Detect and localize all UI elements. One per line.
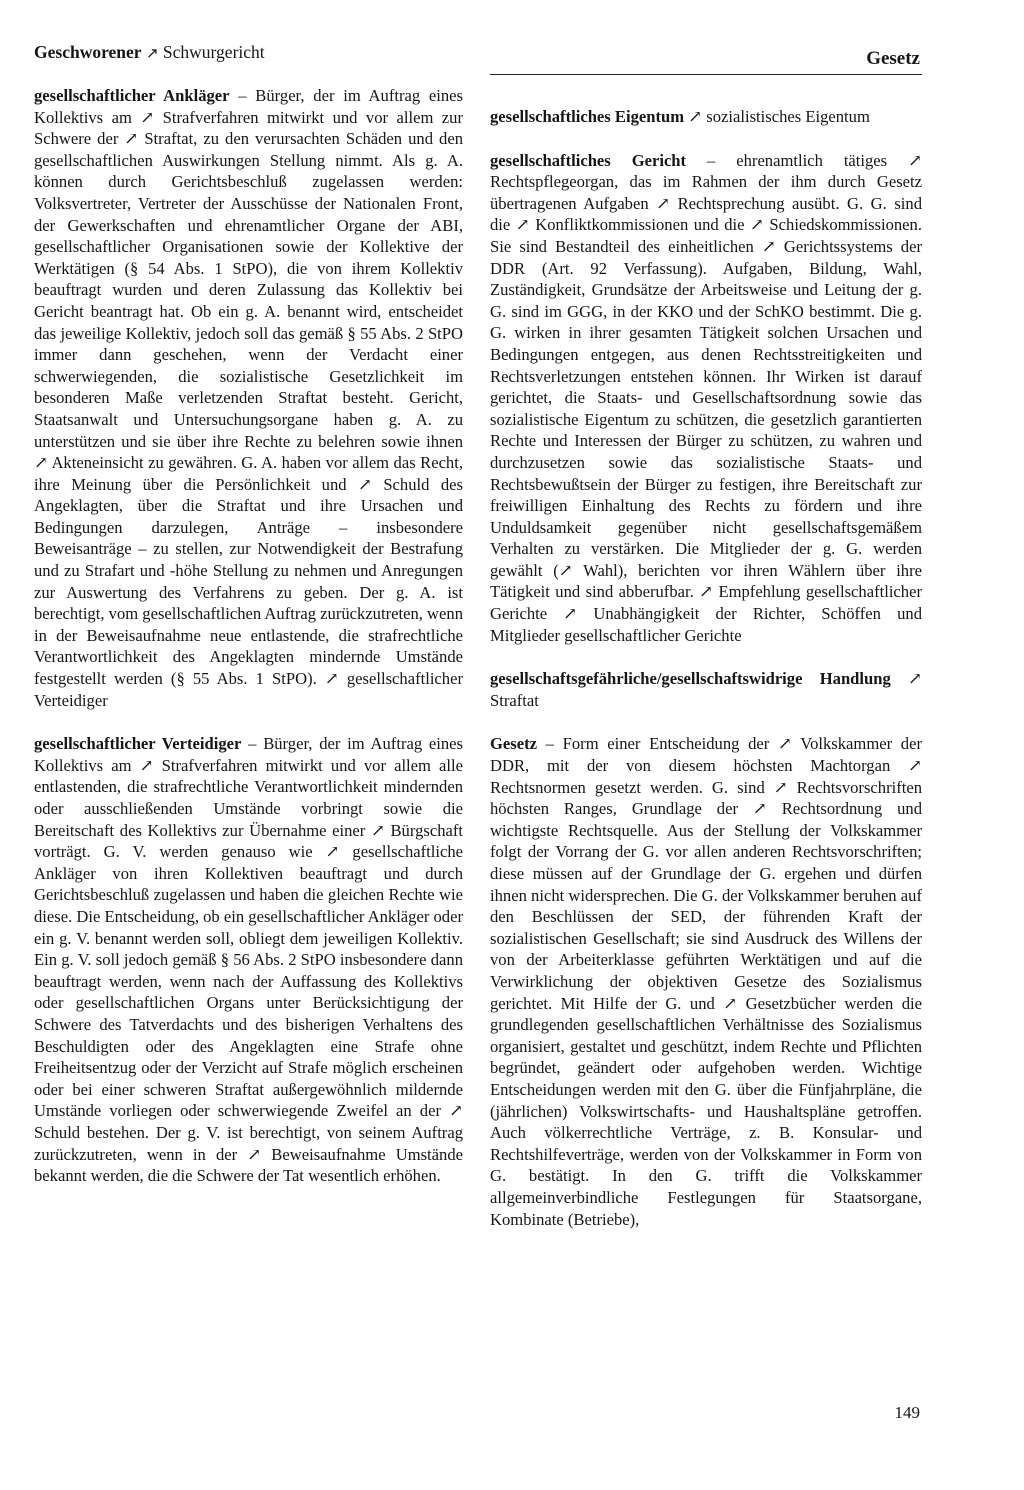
running-header-left — [34, 41, 265, 64]
header-term: Geschworener — [34, 42, 142, 62]
entry-gesellschaftliches-gericht — [490, 150, 922, 647]
right-column — [490, 106, 922, 1252]
entry-term: Gesetz — [490, 734, 537, 754]
entry-term: gesellschaftliches Gericht — [490, 150, 687, 170]
entry-text: ↗ Straftat — [490, 669, 922, 710]
entry-gesellschaftlicher-verteidiger — [34, 733, 463, 1186]
header-reference: Schwurgericht — [162, 42, 265, 62]
left-column — [34, 85, 463, 1209]
entry-gesellschaftlicher-anklaeger — [34, 85, 463, 711]
running-header-right: Gesetz — [866, 48, 920, 69]
entry-term: gesellschaftliches Eigentum — [490, 107, 685, 126]
entry-gesetz — [490, 733, 922, 1230]
entry-text: – Form einer Entscheidung der ↗ Volkskammer der DDR, mit der von diesem höchsten Machtorgan ↗ Rechtsnormen gesetzt werden. G. sind ↗ Rechtsvorschriften höchsten Ranges, Grundlage der ↗ Rechtsordnung und wichtigste Rechtsquelle. Aus der Stellung der Volkskammer folgt der Vorrang der G. vor allen anderen Rechtsvorschriften; diese müssen auf der Grundlage der G. ergehen und dürfen ihnen nicht widersprechen. Die G. der Volkskammer beruhen auf den Beschlüssen der SED, der führenden Kraft der sozialistischen Gesellschaft; sie sind Ausdruck des Willens der von der Arbeiterklasse geführten Werktätigen und auf die Verwirklichung der objektiven Gesetze des Sozialismus gerichtet. Mit Hilfe der G. und ↗ Gesetzbücher werden die grundlegenden gesellschaftlichen Verhältnisse des Sozialismus organisiert, gestaltet und geschützt, indem Rechte und Pflichten begründet, geändert oder aufgehoben werden. Wichtige Entscheidungen werden mit den G. über die Fünfjahrpläne, die (jährlichen) Volkswirtschafts- und Haushaltspläne getroffen. Auch völkerrechtliche Verträge, z. B. Konsular- und Rechtshilfeverträge, werden von der Volkskammer in Form von G. bestätigt. In den G. trifft die Volkskammer allgemeinverbindliche Festlegungen für Staatsorgane, Kombinate (Betriebe), — [490, 734, 922, 1229]
entry-text: – Bürger, der im Auftrag eines Kollektivs am ↗ Strafverfahren mitwirkt und vor allem zur Schwere der ↗ Straftat, zu den verursachten Schäden und den gesellschaftlichen Auswirkungen Stellung nimmt. Als g. A. können durch Gerichtsbeschluß zugelassen werden: Volksvertreter, Vertreter der Ausschüsse der Nationalen Front, der Gewerkschaften und ehrenamtlicher Organe der ABI, gesellschaftlicher Organisationen sowie der Kollektive der Werktätigen (§ 54 Abs. 1 StPO), die von ihrem Kollektiv beauftragt wurden und deren Zulassung das Kollektiv bei Gericht beantragt hat. Ob ein g. A. benannt wird, entscheidet das jeweilige Kollektiv, jedoch soll das gemäß § 55 Abs. 2 StPO immer dann geschehen, wenn der Verdacht einer schwerwiegenden, die sozialistische Gesetzlichkeit im besonderen Maße verletzenden Straftat besteht. Gericht, Staatsanwalt und Untersuchungsorgane haben g. A. zu unterstützen und sie über ihre Rechte zu belehren sowie ihnen ↗ Akteneinsicht zu gewähren. G. A. haben vor allem das Recht, ihre Meinung über die Persönlichkeit und ↗ Schuld des Angeklagten, über die Straftat und ihre Ursachen und Bedingungen darzulegen, Anträge – insbesondere Beweisanträge – zu stellen, zur Notwendigkeit der Bestrafung und zu Strafart und -höhe Stellung zu nehmen und Anregungen zur Auswertung des Verfahrens zu geben. Der g. A. ist berechtigt, vom gesellschaftlichen Auftrag zurückzutreten, wenn in der Beweisaufnahme neue entlastende, die strafrechtliche Verantwortlichkeit des Angeklagten mindernde Umstände festgestellt werden (§ 55 Abs. 1 StPO). ↗ gesellschaftlicher Verteidiger — [34, 86, 463, 710]
page-number: 149 — [894, 1403, 920, 1422]
entry-gesellschaftliches-eigentum — [490, 106, 922, 128]
cross-reference-arrow-icon: ↗ — [145, 44, 159, 62]
entry-gesellschaftsgefaehrliche-handlung — [490, 668, 922, 711]
entry-text: – Bürger, der im Auftrag eines Kollektivs am ↗ Strafverfahren mitwirkt und vor allem alle entlastenden, die strafrechtliche Verantwortlichkeit mindernden oder ausschließenden Umstände vorbringt sowie die Bereitschaft des Kollektivs zur Übernahme einer ↗ Bürgschaft vorträgt. G. V. werden genauso wie ↗ gesellschaftliche Ankläger von ihren Kollektiven beauftragt und durch Gerichtsbeschluß zugelassen und haben die gleichen Rechte wie diese. Die Entscheidung, ob ein gesellschaftlicher Ankläger oder ein g. V. benannt werden soll, obliegt dem jeweiligen Kollektiv. Ein g. V. soll jedoch gemäß § 56 Abs. 2 StPO insbesondere dann beauftragt werden, wenn nach der Auffassung des Kollektivs oder gesellschaftlichen Organs unter Berücksichtigung der Schwere des Tatverdachts und des bisherigen Verhaltens des Beschuldigten oder des Angeklagten eine Strafe ohne Freiheitsentzug oder der Verzicht auf Strafe möglich erscheinen oder bei einer schweren Straftat außergewöhnlich mildernde Umstände vorliegen oder schwerwiegende Zweifel an der ↗ Schuld bestehen. Der g. V. ist berechtigt, von seinem Auftrag zurückzutreten, wenn in der ↗ Beweisaufnahme Umstände bekannt werden, die die Schwere der Tat wesentlich erhöhen. — [34, 734, 463, 1186]
entry-term: gesellschaftsgefährliche/gesellschaftswidrige Handlung — [490, 669, 891, 689]
entry-term: gesellschaftlicher Verteidiger — [34, 734, 242, 754]
entry-text: – ehrenamtlich tätiges ↗ Rechtspflegeorgan, das im Rahmen der ihm durch Gesetz übertragenen Aufgaben ↗ Rechtsprechung ausübt. G. G. sind die ↗ Konfliktkommissionen und die ↗ Schiedskommissionen. Sie sind Bestandteil des einheitlichen ↗ Gerichtssystems der DDR (Art. 92 Verfassung). Aufgaben, Bildung, Wahl, Zuständigkeit, Grundsätze der Arbeitsweise und Leitung der g. G. sind im GGG, in der KKO und der SchKO bestimmt. Die g. G. wirken in ihrer gesamten Tätigkeit solchen Ursachen und Bedingungen entgegen, aus denen Rechtsstreitigkeiten und Rechtsverletzungen entstehen können. Ihr Wirken ist darauf gerichtet, die Staats- und Gesellschaftsordnung sowie das sozialistische Eigentum zu schützen, die gesetzlich garantierten Rechte und Interessen der Bürger zu schützen, zu wahren und durchzusetzen sowie das sozialistische Staats- und Rechtsbewußtsein der Bürger zu festigen, ihre Bereitschaft zur freiwilligen Einhaltung des Rechts zu fördern und ihre Unduldsamkeit gegenüber nicht gesellschaftsgemäßem Verhalten zu verstärken. Die Mitglieder der g. G. werden gewählt (↗ Wahl), berichten vor ihren Wählern über ihre Tätigkeit und sind abberufbar. ↗ Empfehlung gesellschaftlicher Gerichte ↗ Unabhängigkeit der Richter, Schöffen und Mitglieder gesellschaftlicher Gerichte — [490, 150, 922, 645]
entry-term: gesellschaftlicher Ankläger — [34, 86, 230, 105]
entry-text: ↗ sozialistisches Eigentum — [684, 107, 870, 126]
header-rule — [490, 74, 922, 75]
